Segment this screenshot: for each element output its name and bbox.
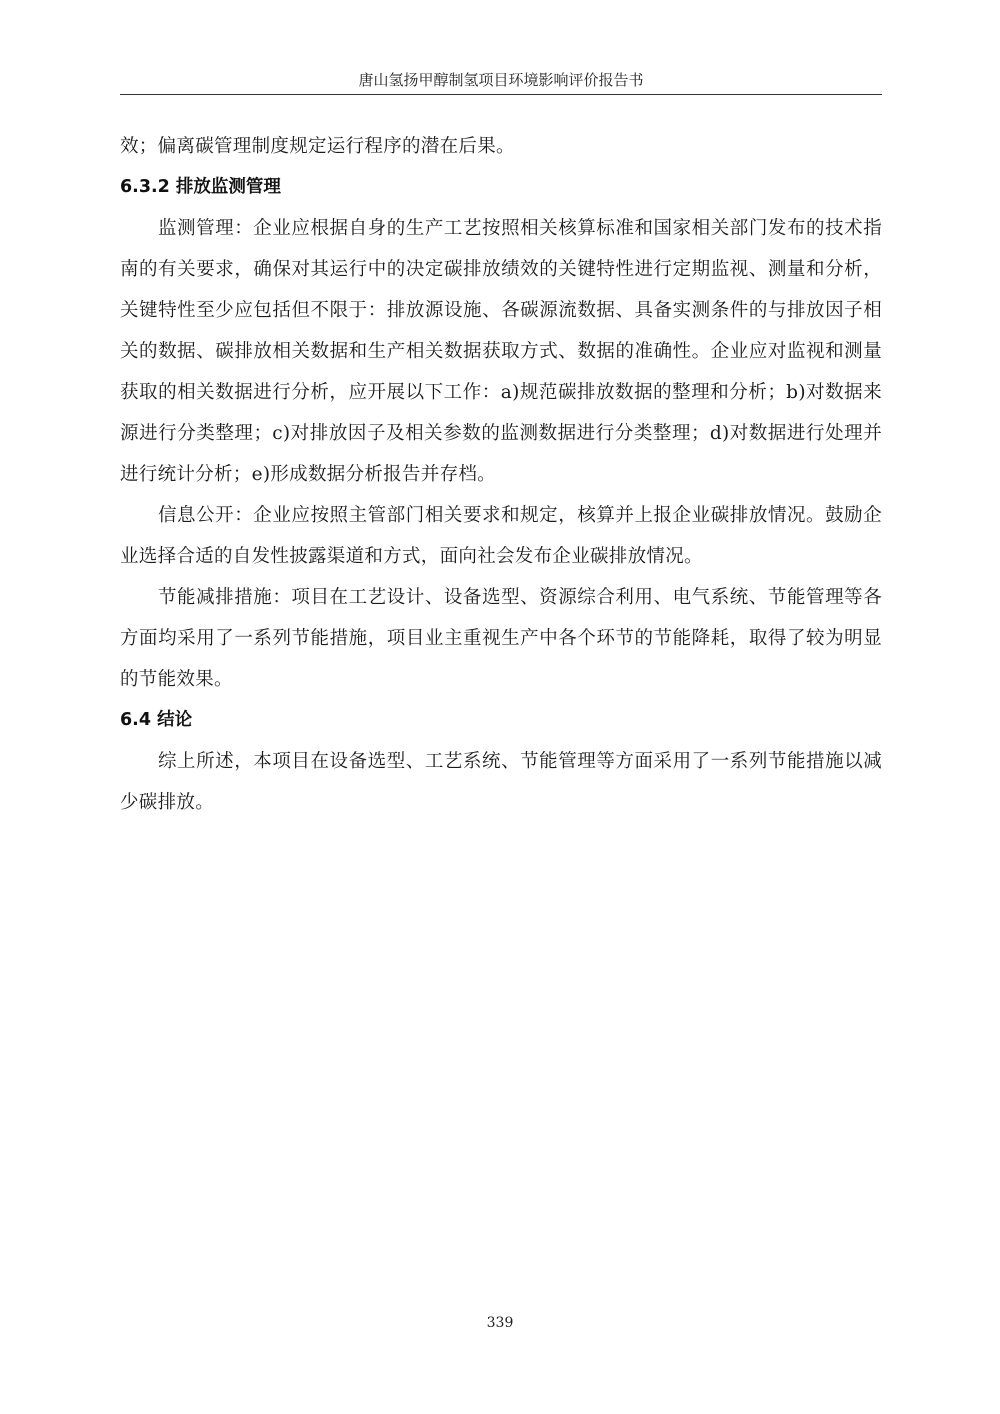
document-body: [120, 126, 882, 823]
paragraph-energy-saving-measures: 节能减排措施：项目在工艺设计、设备选型、资源综合利用、电气系统、节能管理等各方面均采用了一系列节能措施，项目业主重视生产中各个环节的节能降耗，取得了较为明显的节能效果。: [120, 587, 882, 690]
paragraph-information-disclosure: 信息公开：企业应按照主管部门相关要求和规定，核算并上报企业碳排放情况。鼓励企业选择合适的自发性披露渠道和方式，面向社会发布企业碳排放情况。: [120, 505, 882, 567]
running-header: 唐山氢扬甲醇制氢项目环境影响评价报告书: [358, 71, 644, 89]
section-heading-6-3-2: 6.3.2 排放监测管理: [120, 177, 281, 197]
paragraph-monitoring-management: 监测管理：企业应根据自身的生产工艺按照相关核算标准和国家相关部门发布的技术指南的有关要求，确保对其运行中的决定碳排放绩效的关键特性进行定期监视、测量和分析，关键特性至少应包括但不限于：排放源设施、各碳源流数据、具备实测条件的与排放因子相关的数据、碳排放相关数据和生产相关数据获取方式、数据的准确性。企业应对监视和测量获取的相关数据进行分析，应开展以下工作：a)规范碳排放数据的整理和分析；b)对数据来源进行分类整理；c)对排放因子及相关参数的监测数据进行分类整理；d)对数据进行处理并进行统计分析；e)形成数据分析报告并存档。: [120, 218, 882, 485]
continuation-paragraph: 效；偏离碳管理制度规定运行程序的潜在后果。: [120, 136, 515, 157]
paragraph-conclusion: 综上所述，本项目在设备选型、工艺系统、节能管理等方面采用了一系列节能措施以减少碳排放。: [120, 751, 882, 813]
page-number: 339: [486, 1315, 514, 1331]
section-heading-6-4: 6.4 结论: [120, 710, 193, 730]
header-divider: [120, 94, 882, 95]
